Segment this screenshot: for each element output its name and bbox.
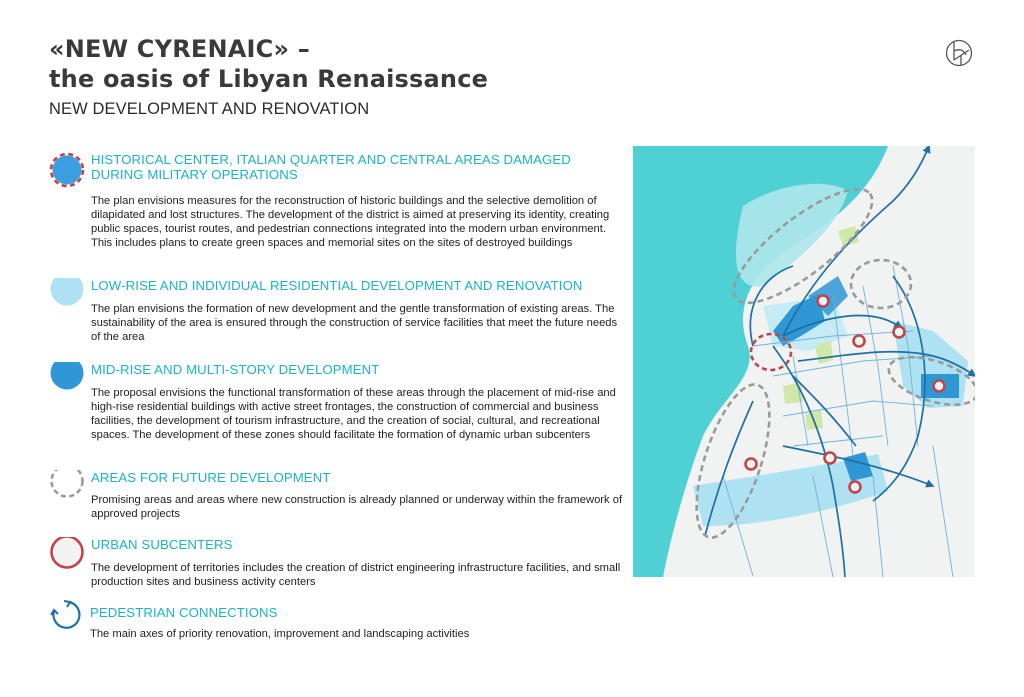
title-line-2: the oasis of Libyan Renaissance (49, 65, 489, 93)
map-subcenter (818, 296, 829, 307)
map-subcenter (934, 381, 945, 392)
legend-text-future: Promising areas and areas where new construction is already planned or underway within the framework of approved projects (91, 494, 623, 521)
legend-title-historical: HISTORICAL CENTER, ITALIAN QUARTER AND CENTRAL AREAS DAMAGED DURING MILITARY OPERATIONS (91, 152, 571, 182)
blue-circle-icon (48, 362, 86, 400)
legend-item-subcenters (48, 537, 623, 589)
legend-item-historical (48, 152, 623, 250)
map-subcenter (854, 336, 865, 347)
page-subtitle: NEW DEVELOPMENT AND RENOVATION (49, 100, 370, 118)
map-subcenter (850, 482, 861, 493)
page-title (49, 34, 488, 94)
legend-title-lowrise: LOW-RISE AND INDIVIDUAL RESIDENTIAL DEVELOPMENT AND RENOVATION (91, 278, 583, 293)
legend-text-pedestrian: The main axes of priority renovation, improvement and landscaping activities (90, 628, 470, 640)
legend-title-midrise: MID-RISE AND MULTI-STORY DEVELOPMENT (91, 362, 380, 377)
legend-title-subcenters: URBAN SUBCENTERS (91, 537, 233, 552)
red-ring-circle-icon (48, 537, 86, 575)
legend-item-lowrise (48, 278, 623, 344)
legend-item-pedestrian (48, 605, 623, 641)
legend-item-midrise (48, 362, 623, 442)
circular-arrows-icon (47, 599, 85, 637)
map-subcenter (894, 327, 905, 338)
legend-text-subcenters: The development of territories includes the creation of district engineering infrastructure facilities, and small production sites and business activity centers (91, 562, 621, 589)
circle-monogram-logo-icon (944, 38, 974, 68)
dashed-red-blue-circle-icon (48, 152, 86, 190)
legend-title-pedestrian: PEDESTRIAN CONNECTIONS (90, 605, 278, 620)
legend-title-future: AREAS FOR FUTURE DEVELOPMENT (91, 470, 331, 485)
legend-text-lowrise: The plan envisions the formation of new development and the gentle transformation of existing areas. The sustainability of the area is ensured through the construction of service facilities that meet the future needs of the area (91, 303, 618, 344)
legend-text-midrise: The proposal envisions the functional transformation of these areas through the placement of mid-rise and high-rise residential buildings with active street frontages, the construction of commercial and business facilities, the development of tourism infrastructure, and the creation of social, cultural, and recreational spaces. The development of these zones should facilitate the formation of dynamic urban subcenters (91, 387, 616, 442)
title-line-1: «NEW CYRENAIC» – (49, 35, 310, 63)
light-blue-circle-icon (48, 278, 86, 316)
legend-text-historical: The plan envisions measures for the reconstruction of historic buildings and the selective demolition of dilapidated and lost structures. The development of the district is aimed at preserving its identity, creating public spaces, tourist routes, and pedestrian connections integrated into the modern urban environment. This includes plans to create green spaces and memorial sites on the sites of destroyed buildings (91, 195, 610, 250)
city-plan-map (633, 146, 975, 577)
map-subcenter (825, 453, 836, 464)
map-subcenter (746, 459, 757, 470)
dashed-grey-circle-icon (48, 470, 86, 508)
legend-item-future (48, 470, 623, 521)
